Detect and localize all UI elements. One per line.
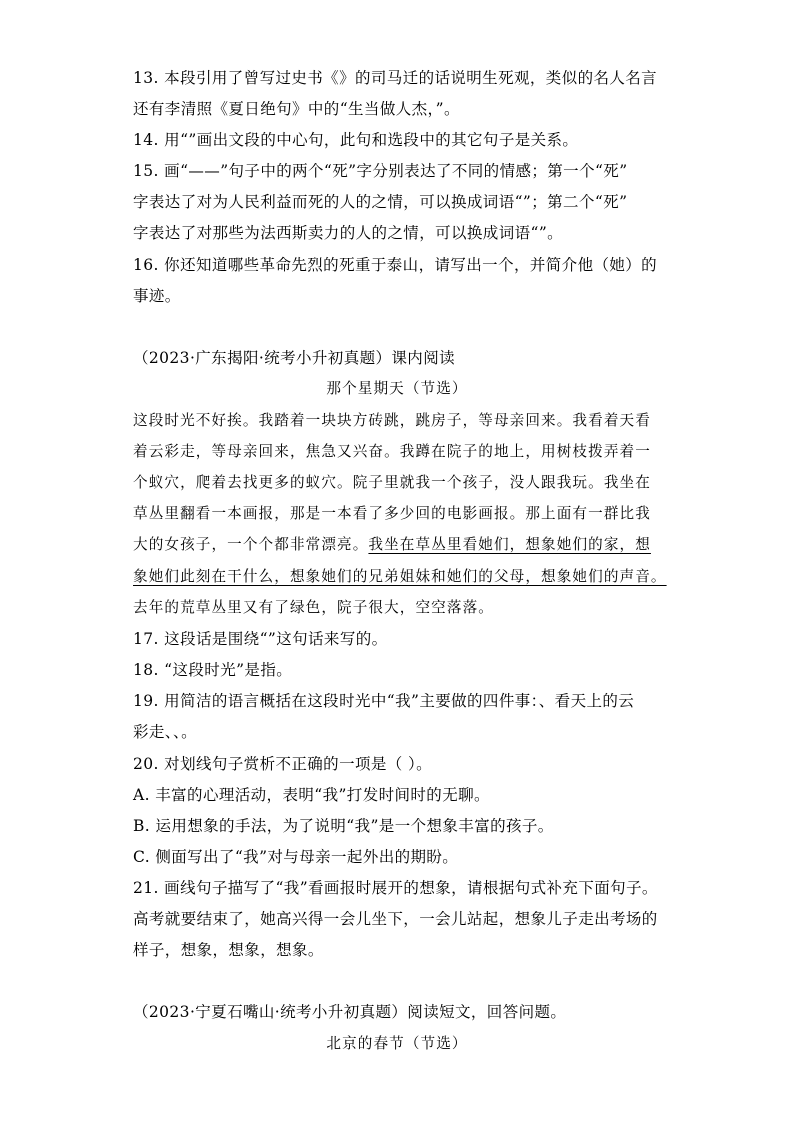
question-20-option-a: A. 丰富的心理活动，表明“我”打发时间时的无聊。 — [133, 786, 490, 804]
question-21-line-1: 21. 画线句子描写了“我”看画报时展开的想象，请根据句式补充下面句子。 — [133, 879, 658, 897]
question-18: 18. “这段时光”是指。 — [133, 661, 293, 679]
question-21-line-2: 高考就要结束了，她高兴得一会儿坐下，一会儿站起，想象儿子走出考场的 — [133, 910, 658, 928]
question-15-line-2: 字表达了对为人民利益而死的人的之情，可以换成词语“”；第二个“死” — [133, 193, 628, 211]
question-20-option-b: B. 运用想象的手法，为了说明“我”是一个想象丰富的孩子。 — [133, 817, 554, 835]
question-19-line-2: 彩走、、。 — [133, 723, 198, 741]
section-2-title: 那个星期天（节选） — [326, 380, 468, 397]
question-15-line-1: 15. 画“——”句子中的两个“死”字分别表达了不同的情感；第一个“死” — [133, 162, 628, 180]
question-17: 17. 这段话是围绕“”这句话来写的。 — [133, 630, 388, 648]
passage-line-5-text: 大的女孩子，一个个都非常漂亮。 — [133, 536, 369, 553]
passage-line-1: 这段时光不好挨。我踏着一块块方砖跳，跳房子，等母亲回来。我看着天看 — [133, 412, 651, 429]
section-3-title: 北京的春节（节选） — [326, 1035, 468, 1052]
question-20-option-c: C. 侧面写出了“我”对与母亲一起外出的期盼。 — [133, 848, 459, 866]
question-13-line-2: 还有李清照《夏日绝句》中的“生当做人杰，”。 — [133, 100, 460, 118]
question-20: 20. 对划线句子赏析不正确的一项是（ ）。 — [133, 755, 433, 773]
question-16-line-1: 16. 你还知道哪些革命先烈的死重于泰山，请写出一个，并简介他（她）的 — [133, 256, 658, 274]
underlined-sentence-part-1: 我坐在草丛里看她们，想象她们的家，想 — [368, 536, 651, 553]
question-15-line-3: 字表达了对那些为法西斯卖力的人的之情，可以换成词语“”。 — [133, 224, 564, 242]
passage-line-2: 着云彩走，等母亲回来，焦急又兴奋。我蹲在院子的地上，用树枝拨弄着一 — [133, 443, 651, 460]
section-3-source: （2023·宁夏石嘴山·统考小升初真题）阅读短文，回答问题。 — [133, 1003, 567, 1021]
passage-line-5 — [133, 533, 651, 554]
question-21-line-3: 样子，想象，想象，想象。 — [133, 941, 324, 959]
section-2-source: （2023·广东揭阳·统考小升初真题）课内阅读 — [133, 349, 456, 367]
underlined-sentence-part-2: 象她们此刻在干什么，想象她们的兄弟姐妹和她们的父母，想象她们的声音。 — [133, 568, 667, 585]
passage-line-4: 草丛里翻看一本画报，那是一本看了多少回的电影画报。那上面有一群比我 — [133, 505, 651, 522]
question-16-line-2: 事迹。 — [133, 287, 181, 305]
question-13-line-1: 13. 本段引用了曾写过史书《》的司马迁的话说明生死观，类似的名人名言 — [133, 69, 658, 87]
question-19-line-1: 19. 用简洁的语言概括在这段时光中“我”主要做的四件事：、看天上的云 — [133, 692, 635, 710]
passage-line-7: 去年的荒草丛里又有了绿色，院子很大，空空落落。 — [133, 599, 494, 616]
passage-line-3: 个蚁穴，爬着去找更多的蚁穴。院子里就我一个孩子，没人跟我玩。我坐在 — [133, 474, 651, 491]
question-14: 14. 用“”画出文段的中心句，此句和选段中的其它句子是关系。 — [133, 131, 579, 149]
